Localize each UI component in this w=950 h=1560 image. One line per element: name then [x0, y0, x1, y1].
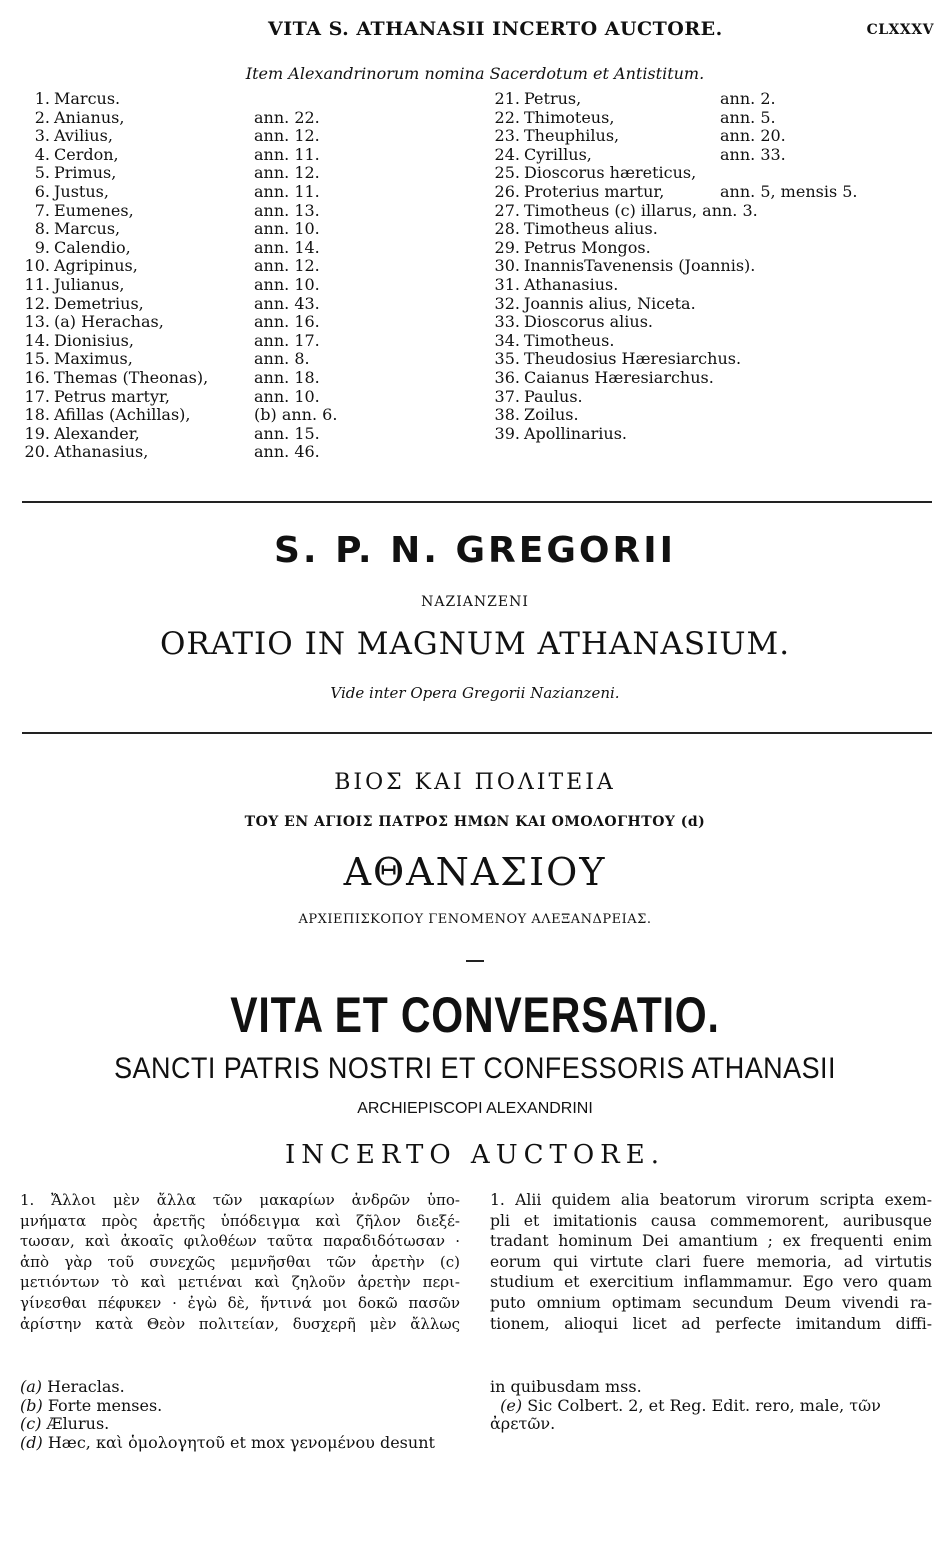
list-item [18, 276, 458, 295]
list-item-number: 4. [34, 144, 50, 164]
list-item-number: 3. [34, 126, 50, 146]
text-line: 1. Ἄλλοι μὲν ἄλλα τῶν μακαρίων ἀνδρῶν ὑπο- [20, 1191, 460, 1209]
list-item-number: 12. [24, 293, 50, 313]
list-item-number: 30. [494, 256, 520, 276]
greek-title-line2: ΤΟΥ ΕΝ ΑΓΙΟΙΣ ΠΑΤΡΟΣ ΗΜΩΝ ΚΑΙ ΟΜΟΛΟΓΗΤΟΥ (d) [244, 814, 706, 830]
list-item-name: Julianus, [54, 274, 125, 294]
list-item-name: Theudosius Hæresiarchus. [524, 349, 742, 369]
list-item-number: 35. [494, 349, 520, 369]
list-item [18, 369, 458, 388]
list-item [18, 443, 458, 462]
list-item-number: 39. [494, 423, 520, 443]
text-line: tionem, alioqui licet ad perfecte imitandum diffi- [490, 1314, 932, 1333]
list-item [18, 202, 458, 221]
list-item-name: Demetrius, [54, 293, 144, 313]
footnote-text: in quibusdam mss. [490, 1377, 642, 1396]
list-item [18, 220, 458, 239]
list-item [18, 388, 458, 407]
list-item-years: ann. 11. [254, 144, 320, 164]
list-item-name: Proterius martur, [524, 181, 665, 201]
list-item [488, 127, 928, 146]
list-item-name: Timotheus (c) illarus, ann. 3. [524, 200, 758, 220]
footnotes-left [20, 1378, 470, 1452]
section-divider [22, 732, 932, 734]
list-item-number: 5. [34, 163, 50, 183]
list-item [18, 257, 458, 276]
list-item-name: Petrus Mongos. [524, 237, 651, 257]
latin-title-line3: ARCHIEPISCOPI ALEXANDRINI [357, 1100, 593, 1117]
running-head-title: VITA S. ATHANASII INCERTO AUCTORE. [268, 18, 723, 40]
list-item-number: 28. [494, 219, 520, 239]
text-line: pli et imitationis causa commemorent, auribusque [490, 1211, 932, 1230]
list-item-years: ann. 46. [254, 442, 320, 462]
latin-title-line4: INCERTO AUCTORE. [285, 1140, 665, 1170]
list-item-name: Petrus, [524, 89, 582, 108]
list-item-name: Zoilus. [524, 405, 579, 425]
list-item-name: Dioscorus hæreticus, [524, 163, 697, 183]
list-item-number: 14. [24, 330, 50, 350]
list-item-name: (a) Herachas, [54, 312, 164, 332]
list-item-name: Dioscorus alius. [524, 312, 654, 332]
list-item-name: Cerdon, [54, 144, 119, 164]
list-item-number: 2. [34, 107, 50, 127]
latin-title-line2: SANCTI PATRIS NOSTRI ET CONFESSORIS ATHANASII [114, 1052, 836, 1085]
list-item [488, 388, 928, 407]
list-item [488, 276, 928, 295]
list-item-number: 26. [494, 181, 520, 201]
list-item [18, 90, 458, 109]
list-item [18, 127, 458, 146]
footnote [490, 1397, 932, 1416]
list-item-number: 10. [24, 256, 50, 276]
bishops-list-left [18, 90, 458, 462]
list-item-name: Thimoteus, [524, 107, 615, 127]
list-item-years: ann. 13. [254, 200, 320, 220]
list-item-years: ann. 12. [254, 163, 320, 183]
greek-title-line3: ΑΘΑΝΑΣΙΟΥ [343, 850, 607, 894]
list-item-name: Timotheus alius. [524, 219, 658, 239]
list-item [488, 202, 928, 221]
list-item-number: 29. [494, 237, 520, 257]
text-line: 1. Alii quidem alia beatorum virorum scripta exem- [490, 1191, 932, 1209]
text-line: ἀρίστην κατὰ Θεὸν πολιτείαν, δυσχερῆ μὲν ἄλλως [20, 1314, 460, 1333]
list-item [488, 90, 928, 109]
list-item-years: ann. 33. [720, 144, 786, 164]
list-item-years: ann. 43. [254, 293, 320, 313]
footnote [20, 1415, 470, 1434]
footnote [20, 1378, 470, 1397]
list-item-number: 18. [24, 405, 50, 425]
list-item-years: ann. 10. [254, 274, 320, 294]
list-item [488, 220, 928, 239]
list-item-years: ann. 2. [720, 89, 776, 108]
footnote-text: ἀρετῶν. [490, 1414, 556, 1434]
list-item-name: Alexander, [54, 423, 140, 443]
list-item [488, 183, 928, 202]
list-item [488, 164, 928, 183]
list-item-years: ann. 11. [254, 181, 320, 201]
footnote-text: Hæc, καὶ ὁμολογητοῦ et mox γενομένου desunt [47, 1432, 435, 1452]
list-item-number: 37. [494, 386, 520, 406]
list-item-number: 9. [34, 237, 50, 257]
list-item-number: 20. [24, 442, 50, 462]
list-item-number: 21. [494, 89, 520, 108]
text-line: puto omnium optimam secundum Deum vivendi ra- [490, 1293, 932, 1312]
list-item-name: Maximus, [54, 349, 133, 369]
list-item-name: Petrus martyr, [54, 386, 170, 406]
list-item [18, 313, 458, 332]
footnote-text: Ælurus. [46, 1414, 110, 1434]
latin-title-line1: VITA ET CONVERSATIO. [230, 987, 720, 1043]
footnote-text: Heraclas. [47, 1377, 125, 1396]
list-item [18, 332, 458, 351]
list-item [18, 146, 458, 165]
list-item-number: 7. [34, 200, 50, 220]
list-item-number: 8. [34, 219, 50, 239]
list-item-years: ann. 16. [254, 312, 320, 332]
list-item [18, 164, 458, 183]
footnote [490, 1415, 932, 1434]
footnote-text: Forte menses. [47, 1395, 163, 1415]
list-item-number: 33. [494, 312, 520, 332]
list-item-name: Justus, [54, 181, 109, 201]
gregorii-subtitle: NAZIANZENI [421, 594, 529, 610]
list-item-number: 23. [494, 126, 520, 146]
text-line: eorum qui virtute clari fuere memoria, ad virtutis [490, 1252, 932, 1271]
text-line: tradant hominum Dei amantium ; ex frequenti enim [490, 1232, 932, 1251]
list-item-years: ann. 5, mensis 5. [720, 181, 858, 201]
greek-title-line1: ΒΙΟΣ ΚΑΙ ΠΟΛΙΤΕΙΑ [334, 770, 616, 795]
list-item-name: Apollinarius. [524, 423, 627, 443]
list-item-name: Anianus, [54, 107, 125, 127]
list-item [18, 406, 458, 425]
list-item-years: ann. 12. [254, 256, 320, 276]
list-item [488, 239, 928, 258]
list-item-name: Avilius, [54, 126, 113, 146]
list-item-years: ann. 12. [254, 126, 320, 146]
list-item-number: 19. [24, 423, 50, 443]
list-item [488, 332, 928, 351]
footnote-mark: (e) [500, 1395, 523, 1415]
list-item [18, 239, 458, 258]
list-item [488, 406, 928, 425]
list-item-years: ann. 18. [254, 367, 320, 387]
list-item-years: ann. 5. [720, 107, 776, 127]
list-item-number: 11. [24, 274, 50, 294]
latin-text [490, 1190, 932, 1334]
list-item [488, 369, 928, 388]
list-item-name: Eumenes, [54, 200, 134, 220]
list-item-number: 22. [494, 107, 520, 127]
list-item-name: Primus, [54, 163, 117, 183]
text-line: μετιόντων τὸ καὶ μετιέναι καὶ ζηλοῦν ἀρετὴν περι- [20, 1273, 460, 1292]
text-line: γίνεσθαι πέφυκεν · ἐγὼ δὲ, ἥντινά μοι δοκῶ πασῶν [20, 1293, 460, 1312]
list-item [488, 257, 928, 276]
list-item-name: Agripinus, [54, 256, 138, 276]
list-item-name: Caianus Hæresiarchus. [524, 367, 714, 387]
list-item-years: ann. 15. [254, 423, 320, 443]
list-item-number: 16. [24, 367, 50, 387]
list-item-name: Timotheus. [524, 330, 615, 350]
section-divider [22, 501, 932, 503]
list-item-years: (b) ann. 6. [254, 405, 338, 425]
list-item-number: 6. [34, 181, 50, 201]
greek-text [20, 1190, 460, 1334]
text-line: τωσαν, καὶ ἀκοαῖς φιλοθέων ταῦτα παραδιδότωσαν · [20, 1232, 460, 1251]
list-item-years: ann. 20. [720, 126, 786, 146]
footnote-mark: (b) [20, 1395, 43, 1415]
list-item-number: 27. [494, 200, 520, 220]
footnote [20, 1434, 470, 1453]
list-item [488, 146, 928, 165]
list-item [18, 425, 458, 444]
text-line: μνήματα πρὸς ἀρετῆς ὑπόδειγμα καὶ ζῆλον διεξέ- [20, 1211, 460, 1230]
list-item-name: Athanasius, [54, 442, 149, 462]
list-item-number: 1. [34, 89, 50, 108]
gregorii-title: S. P. N. GREGORII [274, 530, 676, 571]
oratio-title: ORATIO IN MAGNUM ATHANASIUM. [159, 626, 791, 662]
text-line: ἀπὸ γὰρ τοῦ συνεχῶς μεμνῆσθαι τῶν ἀρετὴν (c) [20, 1252, 460, 1271]
footnote [490, 1378, 932, 1397]
list-item-name: InannisTavenensis (Joannis). [524, 256, 756, 276]
list-item-number: 32. [494, 293, 520, 313]
list-item-years: ann. 10. [254, 219, 320, 239]
list-item-name: Calendio, [54, 237, 131, 257]
list-item-years: ann. 8. [254, 349, 310, 369]
list-heading: Item Alexandrinorum nomina Sacerdotum et Antistitum. [245, 64, 705, 83]
footnote-mark: (d) [20, 1432, 43, 1452]
bishops-list-right [488, 90, 928, 443]
list-item-number: 17. [24, 386, 50, 406]
list-item [488, 109, 928, 128]
list-item-number: 13. [24, 312, 50, 332]
list-item-name: Paulus. [524, 386, 583, 406]
list-item-name: Marcus, [54, 219, 121, 239]
page-number: CLXXXV [866, 22, 934, 38]
list-item [18, 350, 458, 369]
list-item-name: Athanasius. [524, 274, 619, 294]
list-item-number: 24. [494, 144, 520, 164]
list-item [488, 313, 928, 332]
footnote-text: Sic Colbert. 2, et Reg. Edit. rero, male, τῶν [527, 1395, 881, 1415]
title-dash [466, 960, 484, 962]
list-item [488, 295, 928, 314]
list-item-name: Theuphilus, [524, 126, 620, 146]
running-head [0, 18, 950, 46]
list-item-name: Afillas (Achillas), [54, 405, 191, 425]
list-item-name: Cyrillus, [524, 144, 592, 164]
vide-note: Vide inter Opera Gregorii Nazianzeni. [330, 684, 620, 702]
list-item-number: 15. [24, 349, 50, 369]
footnote [20, 1397, 470, 1416]
text-line: studium et exercitium inflammamur. Ego vero quam [490, 1273, 932, 1292]
list-item [18, 183, 458, 202]
list-item-name: Joannis alius, Niceta. [524, 293, 696, 313]
list-item [488, 425, 928, 444]
list-item-number: 36. [494, 367, 520, 387]
list-item-years: ann. 17. [254, 330, 320, 350]
list-item [18, 109, 458, 128]
list-item [488, 350, 928, 369]
list-item-years: ann. 10. [254, 386, 320, 406]
greek-title-line4: ΑΡΧΙΕΠΙΣΚΟΠΟΥ ΓΕΝΟΜΕΝΟΥ ΑΛΕΞΑΝΔΡΕΙΑΣ. [298, 912, 652, 927]
list-item-number: 25. [494, 163, 520, 183]
list-item-name: Themas (Theonas), [54, 367, 209, 387]
footnotes-right [490, 1378, 932, 1434]
list-item-name: Marcus. [54, 89, 121, 108]
list-item-number: 34. [494, 330, 520, 350]
list-item-number: 38. [494, 405, 520, 425]
list-item-number: 31. [494, 274, 520, 294]
list-item [18, 295, 458, 314]
footnote-mark: (a) [20, 1377, 43, 1396]
list-item-name: Dionisius, [54, 330, 134, 350]
list-item-years: ann. 22. [254, 107, 320, 127]
footnote-mark: (c) [20, 1414, 42, 1434]
list-item-years: ann. 14. [254, 237, 320, 257]
